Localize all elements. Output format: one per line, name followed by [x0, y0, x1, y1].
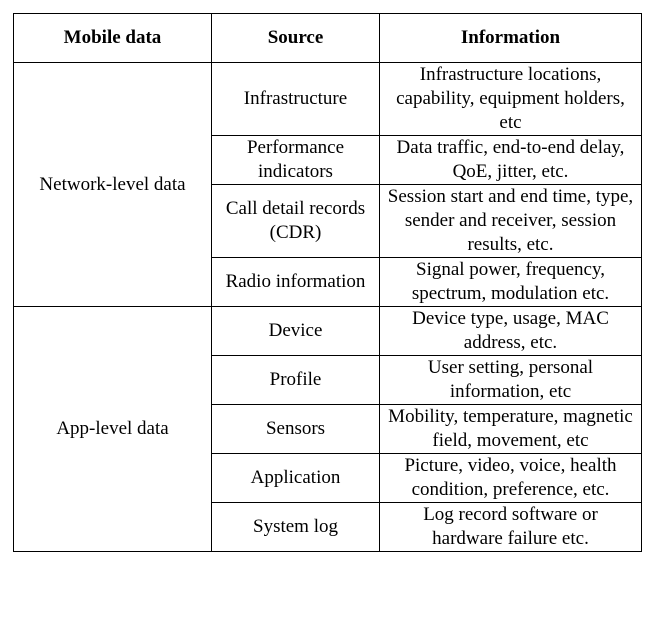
information-cell: Device type, usage, MAC address, etc.: [380, 307, 642, 356]
source-cell: Radio information: [212, 258, 380, 307]
source-cell: Device: [212, 307, 380, 356]
table-row: [14, 307, 642, 356]
information-cell: User setting, personal information, etc: [380, 356, 642, 405]
table-row: [14, 63, 642, 136]
information-cell: Infrastructure locations, capability, equipment holders, etc: [380, 63, 642, 136]
group-app-level: App-level data: [14, 307, 212, 552]
information-cell: Data traffic, end-to-end delay, QoE, jitter, etc.: [380, 136, 642, 185]
source-cell: Application: [212, 454, 380, 503]
source-cell: Sensors: [212, 405, 380, 454]
source-cell: Performance indicators: [212, 136, 380, 185]
header-row: [14, 14, 642, 63]
source-cell: Call detail records (CDR): [212, 185, 380, 258]
mobile-data-table: [13, 13, 642, 552]
information-cell: Signal power, frequency, spectrum, modulation etc.: [380, 258, 642, 307]
group-network-level: Network-level data: [14, 63, 212, 307]
information-cell: Mobility, temperature, magnetic field, movement, etc: [380, 405, 642, 454]
information-cell: Picture, video, voice, health condition, preference, etc.: [380, 454, 642, 503]
information-cell: Log record software or hardware failure etc.: [380, 503, 642, 552]
source-cell: Infrastructure: [212, 63, 380, 136]
header-source: Source: [212, 14, 380, 63]
header-information: Information: [380, 14, 642, 63]
information-cell: Session start and end time, type, sender and receiver, session results, etc.: [380, 185, 642, 258]
source-cell: Profile: [212, 356, 380, 405]
source-cell: System log: [212, 503, 380, 552]
header-mobile-data: Mobile data: [14, 14, 212, 63]
